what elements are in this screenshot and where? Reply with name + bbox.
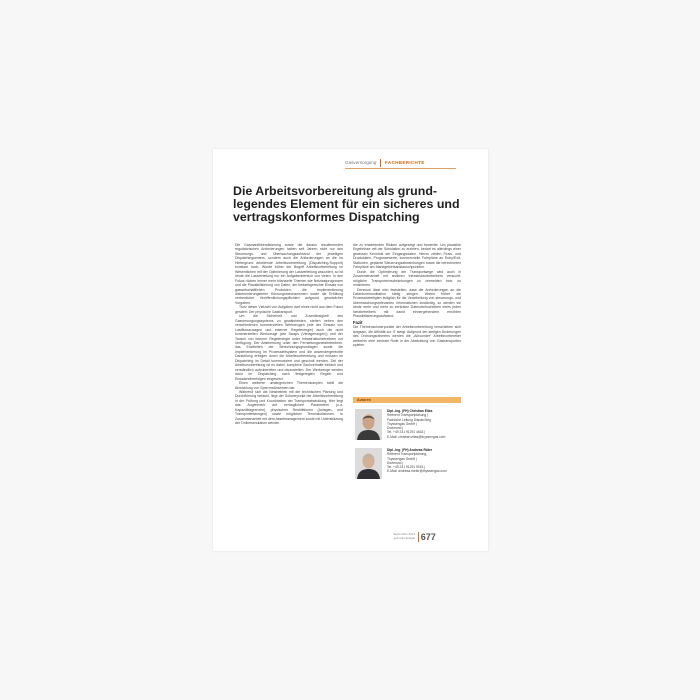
paragraph: Trotz dieser Vielzahl von Aufgaben darf eines nicht aus dem Fokus geraten: Der physische Gastransport. <box>235 305 343 314</box>
paragraph: Einen weiteren umfangreichen Themenkomplex stellt die Abwicklung von Sperrmaßnahmen dar. <box>235 381 343 390</box>
text-column-right <box>353 243 461 347</box>
title-line: Die Arbeitsvorbereitung als grund- <box>233 184 438 198</box>
fazit-paragraph: Die Themenschwerpunkte der Arbeitsvorbereitung verschieben sich langsam, die Affinität zur IT steigt. Aufgrund der stetigen Änderungen des Ordnungsrahmens werden die „Allrounder“ Arbeitsvorbereiter weiterhin eine zentrale Rolle in der Abwicklung von Gastransporten spielen. <box>353 325 461 347</box>
issue-date: September 2013 <box>393 532 416 537</box>
magazine-page <box>213 149 488 551</box>
section-header <box>345 158 425 167</box>
category-label: Gasversorgung <box>345 160 377 165</box>
title-line: legendes Element für ein sicheres und <box>233 197 460 212</box>
paragraph: Die Gasmarktliberalisierung sowie die daraus resultierenden regulatorischen Anforderungen haben seit Jahren nicht nur den Steuerungs- und Überwachungsaufwand der jeweiligen Dispatchingcenters, sondern auch die Anforderungen an die im Hintergrund arbeitende Arbeitsvorbereitung (Dispatching-Support) konstant hoch. Wurde früher der Begriff Arbeitsvorbereitung im Wesentlichen mit der Optimierung der Lastverteilung assoziiert, so ist heute die Lastverteilung nur ein Aufgabenbereich von vielen. In den Fokus rücken immer mehr bilanzielle Themen wie Netzlastprognosen und die Plausibilisierung von Daten, der bedarfsgerechte Einsatz von gaswirtschaftlichen Produkten, die Implementierung diskriminierungsfreier Kürzungsmechanismen sowie die Erfüllung vertrenlicher Veröffentlichungspflichten aufgrund gesetzlicher Vorgaben. <box>235 243 343 305</box>
author-entry <box>353 407 461 442</box>
author-detail: Referent Transportplanung, <box>387 452 428 457</box>
text-column-left <box>235 243 343 426</box>
paragraph: Dennoch lässt sich feststellen, dass die Anforderungen an die Datenkommunikation stetig steigen. Waren früher die Prozessbeteiligten lediglich für die Verarbeitung von steuerungs- und übermaschungsrelevanten Informationen zuständig, so werden sie heute mehr und mehr zu zentralen Datendrehscheiben eines jeden Netzbetreibers mit damit einhergehendem erhöhten Plausibilisierungsaufwand. <box>353 287 461 319</box>
author-email: E-Mail: christian.elias@thyssengas.com <box>387 434 446 439</box>
author-detail: Dortmund | <box>387 426 404 431</box>
authors-box <box>353 397 461 481</box>
author-entry <box>353 446 461 481</box>
author-detail: Thyssengas GmbH | <box>387 421 417 426</box>
author-detail: Tel. +49 231 91291 4643 | <box>387 430 426 435</box>
author-detail: Dortmund | <box>387 460 404 465</box>
page-footer <box>393 532 436 542</box>
author-info <box>387 448 461 474</box>
footer-divider <box>418 532 419 542</box>
paragraph: die zu erwartenden Risiken aufgezeigt und bewertet. Um plausible Ergebnisse mit der Simulation zu erzielen, bedarf es allerdings einer gewissen Kenntnis der Eingangsdaten. Hierzu zählen Fluss- und Druckdaten, Prognosewerte, kommerzielle Fahrpläne an Entry/Exit-Stationen, geplante Steuerungsabweichungen sowie die berechneten Fahrpläne am Marktgebietsaustauschpunkten. <box>353 243 461 270</box>
author-detail: Referent Transportplanung | <box>387 413 428 418</box>
paragraph: Durch die Optimierung der Transportwege wird auch in Zusammenarbeit mit anderen Infrastrukturbetreibern versucht, mögliche Transporteinschränkungen zu vermeiden bzw. zu minimieren. <box>353 269 461 288</box>
paragraph: Um die Sicherheit und Zuverlässigkeit des Gasversorgungssystems zu gewährleisten, stehen neben den verschiedenen kommerziellen Werkzeugen (wie der Einsatz von Lastflusszusagen und externer Regelenergie) auch die nicht kommerziellen Werkzeuge (wie Swaps (Verlagerungen)) und der Tausch von interner Regelenergie unter Infrastrukturbetreibern zur Verfügung. Der Abstimmung unter den Fernleitungsnetzbetreibern, das Erarbeiten der Berechnungsgrundlagen sowie die Implementierung im Prozessleitsystem und die anwendergerechte Darstellung erfolgen durch die Arbeitsvorbereitung und müssen im Dispatching im Detail kommuniziert und geschult werden. Ziel der Arbeitsvorbereitung ist es dabei, komplexe Sachverhalte einfach und verständlich aufzubereiten und darzustellen. Der Werkzeuge werden dann im Dispatching nach festgelegten Regeln und Einsatzreihenfolgen eingesetzt. <box>235 314 343 381</box>
author-detail: Tel. +49 231 91291 9015 | <box>387 465 426 470</box>
article-title <box>233 185 471 225</box>
fazit-heading: Fazit <box>353 319 363 325</box>
page-number: 677 <box>420 532 436 542</box>
section-label: FACHBERICHTE <box>385 160 425 165</box>
author-photo <box>355 409 382 440</box>
author-email: E-Mail: andreas.rueter@thyssengas.com <box>387 469 447 474</box>
journal-name: gwf-Gas Erdgas <box>393 536 416 540</box>
paragraph: Während sich die Netzbetrieb mit der technischen Planung und Durchführung befasst, liegt der Schwerpunkt der Arbeitsvorbereitung in der Prüfung und Koordination der Transportabwicklung. Hier liegt das Augenmerk auf vertraglichen Parametern (u.a. Kapazitätsgrenzen), physischen Restriktionen (Anlagen- und Transportleistungen) sowie möglichen Terminkollisionen. In Zusammenarbeit mit dem Assetmanagement sowie mit Unterstützung der Onlinesimulation werden <box>235 389 343 426</box>
issue-info <box>393 533 415 540</box>
author-photo <box>355 448 382 479</box>
author-detail: Thyssengas GmbH | <box>387 456 417 461</box>
author-detail: Fachliche Leitung Dispatching <box>387 417 431 422</box>
author-name: Dipl.-Ing. (FH) Christian Elias <box>387 409 433 413</box>
header-rule <box>345 168 456 169</box>
authors-label: Autoren <box>353 397 461 403</box>
title-line: vertragskonformes Dispatching <box>233 210 420 225</box>
author-info <box>387 409 461 439</box>
author-name: Dipl.-Ing. (FH) Andreas Rüter <box>387 448 433 452</box>
header-divider <box>380 159 381 167</box>
